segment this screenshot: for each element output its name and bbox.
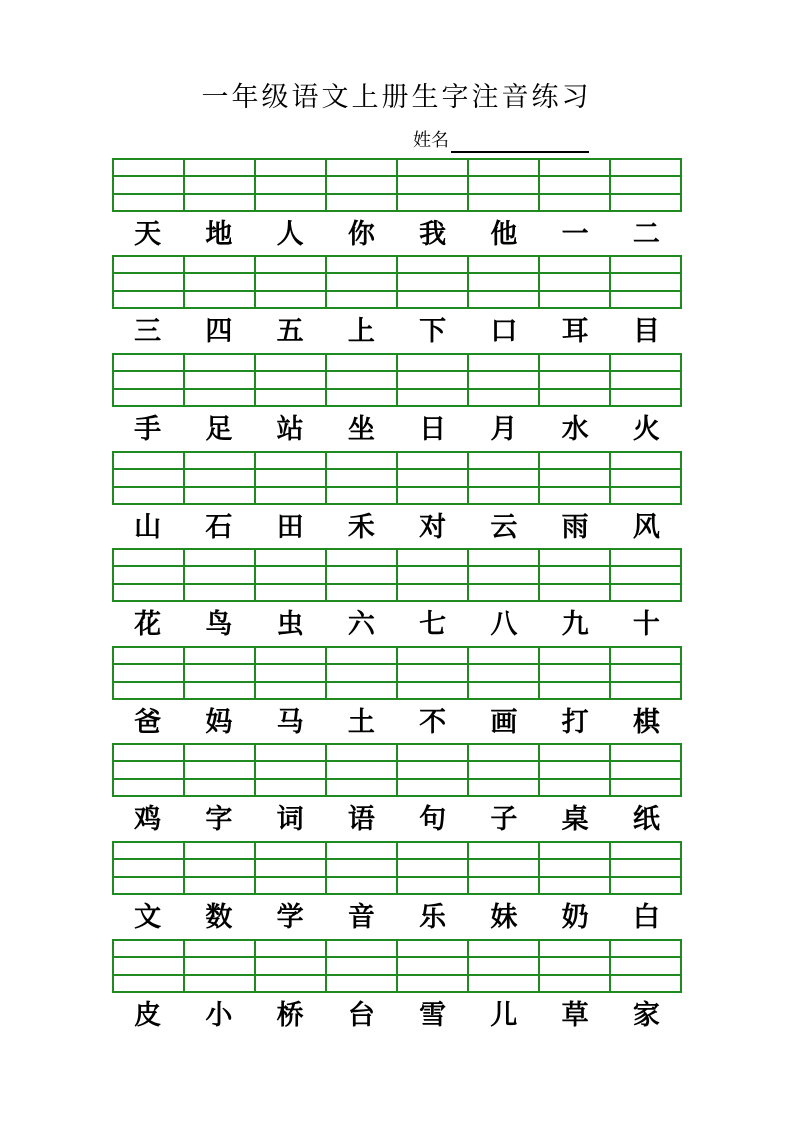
pinyin-cell[interactable]	[469, 160, 540, 210]
pinyin-cell[interactable]	[185, 941, 256, 991]
pinyin-cell[interactable]	[611, 355, 682, 405]
character: 天	[134, 219, 162, 250]
character: 六	[347, 609, 375, 640]
character: 田	[276, 512, 304, 543]
character: 桌	[561, 804, 589, 835]
practice-row	[112, 548, 682, 646]
character: 乐	[419, 902, 447, 933]
pinyin-cell[interactable]	[611, 941, 682, 991]
character-row	[112, 797, 682, 841]
pinyin-writing-grid	[112, 841, 682, 895]
character: 足	[205, 414, 233, 445]
pinyin-writing-grid	[112, 353, 682, 407]
pinyin-cell[interactable]	[114, 843, 185, 893]
character: 地	[205, 219, 233, 250]
character: 台	[347, 1000, 375, 1031]
pinyin-cell[interactable]	[256, 648, 327, 698]
character: 九	[561, 609, 589, 640]
pinyin-cell[interactable]	[327, 941, 398, 991]
character: 爸	[134, 707, 162, 738]
character-row	[112, 407, 682, 451]
pinyin-cell[interactable]	[398, 453, 469, 503]
character: 皮	[134, 1000, 162, 1031]
pinyin-cell[interactable]	[256, 843, 327, 893]
pinyin-cell[interactable]	[540, 355, 611, 405]
pinyin-cell[interactable]	[114, 745, 185, 795]
character: 对	[419, 512, 447, 543]
pinyin-cell[interactable]	[540, 160, 611, 210]
practice-row	[112, 743, 682, 841]
character: 站	[276, 414, 304, 445]
character: 不	[419, 707, 447, 738]
character: 雪	[419, 1000, 447, 1031]
character: 马	[276, 707, 304, 738]
character: 文	[134, 902, 162, 933]
character: 口	[490, 316, 518, 347]
pinyin-cell[interactable]	[327, 453, 398, 503]
character: 子	[490, 804, 518, 835]
pinyin-cell[interactable]	[185, 745, 256, 795]
character: 花	[134, 609, 162, 640]
pinyin-cell[interactable]	[256, 257, 327, 307]
pinyin-cell[interactable]	[114, 648, 185, 698]
pinyin-cell[interactable]	[611, 160, 682, 210]
character: 雨	[561, 512, 589, 543]
name-field	[413, 127, 589, 153]
worksheet-title: 一年级语文上册生字注音练习	[201, 82, 592, 113]
character-row	[112, 700, 682, 744]
pinyin-writing-grid	[112, 255, 682, 309]
pinyin-cell[interactable]	[398, 941, 469, 991]
pinyin-cell[interactable]	[327, 550, 398, 600]
character-row	[112, 993, 682, 1037]
character: 词	[276, 804, 304, 835]
pinyin-cell[interactable]	[611, 745, 682, 795]
character: 妹	[490, 902, 518, 933]
character: 耳	[561, 316, 589, 347]
character-row	[112, 895, 682, 939]
character: 山	[134, 512, 162, 543]
pinyin-cell[interactable]	[327, 843, 398, 893]
character: 云	[490, 512, 518, 543]
pinyin-cell[interactable]	[540, 648, 611, 698]
pinyin-cell[interactable]	[185, 453, 256, 503]
pinyin-cell[interactable]	[611, 843, 682, 893]
pinyin-cell[interactable]	[469, 453, 540, 503]
pinyin-cell[interactable]	[256, 355, 327, 405]
character: 纸	[632, 804, 660, 835]
pinyin-cell[interactable]	[611, 550, 682, 600]
pinyin-writing-grid	[112, 158, 682, 212]
practice-row	[112, 939, 682, 1037]
pinyin-cell[interactable]	[469, 257, 540, 307]
pinyin-cell[interactable]	[398, 648, 469, 698]
character: 学	[276, 902, 304, 933]
pinyin-cell[interactable]	[469, 550, 540, 600]
character: 你	[347, 219, 375, 250]
pinyin-cell[interactable]	[185, 648, 256, 698]
character: 月	[490, 414, 518, 445]
pinyin-writing-grid	[112, 548, 682, 602]
pinyin-cell[interactable]	[185, 257, 256, 307]
character: 鸡	[134, 804, 162, 835]
character-row	[112, 602, 682, 646]
pinyin-writing-grid	[112, 939, 682, 993]
pinyin-writing-grid	[112, 743, 682, 797]
pinyin-cell[interactable]	[114, 355, 185, 405]
character: 目	[632, 316, 660, 347]
pinyin-cell[interactable]	[469, 745, 540, 795]
character: 草	[561, 1000, 589, 1031]
character: 桥	[276, 1000, 304, 1031]
character: 白	[632, 902, 660, 933]
pinyin-cell[interactable]	[114, 941, 185, 991]
character: 语	[347, 804, 375, 835]
character: 手	[134, 414, 162, 445]
pinyin-cell[interactable]	[540, 941, 611, 991]
character: 八	[490, 609, 518, 640]
pinyin-cell[interactable]	[114, 453, 185, 503]
character: 五	[276, 316, 304, 347]
character: 棋	[632, 707, 660, 738]
pinyin-cell[interactable]	[469, 843, 540, 893]
pinyin-cell[interactable]	[540, 257, 611, 307]
character: 奶	[561, 902, 589, 933]
pinyin-cell[interactable]	[611, 453, 682, 503]
pinyin-cell[interactable]	[327, 648, 398, 698]
character: 三	[134, 316, 162, 347]
character-row	[112, 212, 682, 256]
character: 上	[347, 316, 375, 347]
pinyin-cell[interactable]	[256, 550, 327, 600]
character: 下	[419, 316, 447, 347]
pinyin-writing-grid	[112, 646, 682, 700]
character: 家	[632, 1000, 660, 1031]
character: 日	[419, 414, 447, 445]
character: 妈	[205, 707, 233, 738]
character: 一	[561, 219, 589, 250]
pinyin-cell[interactable]	[114, 550, 185, 600]
character: 他	[490, 219, 518, 250]
character: 禾	[347, 512, 375, 543]
practice-row	[112, 841, 682, 939]
character: 字	[205, 804, 233, 835]
character: 风	[632, 512, 660, 543]
pinyin-cell[interactable]	[327, 745, 398, 795]
pinyin-cell[interactable]	[469, 648, 540, 698]
pinyin-cell[interactable]	[611, 648, 682, 698]
character: 水	[561, 414, 589, 445]
pinyin-cell[interactable]	[469, 355, 540, 405]
pinyin-cell[interactable]	[540, 843, 611, 893]
character-row	[112, 309, 682, 353]
pinyin-cell[interactable]	[398, 257, 469, 307]
character: 石	[205, 512, 233, 543]
pinyin-cell[interactable]	[256, 453, 327, 503]
pinyin-writing-grid	[112, 451, 682, 505]
pinyin-cell[interactable]	[398, 745, 469, 795]
practice-row	[112, 646, 682, 744]
pinyin-cell[interactable]	[185, 843, 256, 893]
character: 画	[490, 707, 518, 738]
character: 儿	[490, 1000, 518, 1031]
pinyin-cell[interactable]	[327, 355, 398, 405]
character: 四	[205, 316, 233, 347]
name-blank-line	[451, 130, 589, 153]
pinyin-cell[interactable]	[611, 257, 682, 307]
character: 打	[561, 707, 589, 738]
character: 坐	[347, 414, 375, 445]
practice-row	[112, 255, 682, 353]
practice-row	[112, 158, 682, 256]
pinyin-cell[interactable]	[327, 257, 398, 307]
character: 小	[205, 1000, 233, 1031]
name-label: 姓名	[413, 130, 449, 151]
character-row	[112, 505, 682, 549]
pinyin-cell[interactable]	[256, 745, 327, 795]
pinyin-cell[interactable]	[256, 160, 327, 210]
character: 七	[419, 609, 447, 640]
pinyin-cell[interactable]	[256, 941, 327, 991]
pinyin-cell[interactable]	[398, 843, 469, 893]
pinyin-cell[interactable]	[327, 160, 398, 210]
pinyin-cell[interactable]	[185, 355, 256, 405]
character: 火	[632, 414, 660, 445]
pinyin-cell[interactable]	[540, 550, 611, 600]
pinyin-cell[interactable]	[398, 355, 469, 405]
character: 数	[205, 902, 233, 933]
character: 鸟	[205, 609, 233, 640]
pinyin-cell[interactable]	[469, 941, 540, 991]
character: 虫	[276, 609, 304, 640]
character: 十	[632, 609, 660, 640]
pinyin-cell[interactable]	[185, 160, 256, 210]
practice-row	[112, 353, 682, 451]
pinyin-cell[interactable]	[540, 453, 611, 503]
character: 土	[347, 707, 375, 738]
pinyin-cell[interactable]	[398, 160, 469, 210]
character: 我	[419, 219, 447, 250]
character: 人	[276, 219, 304, 250]
pinyin-cell[interactable]	[114, 257, 185, 307]
pinyin-cell[interactable]	[398, 550, 469, 600]
character: 二	[632, 219, 660, 250]
character: 音	[347, 902, 375, 933]
pinyin-cell[interactable]	[114, 160, 185, 210]
pinyin-cell[interactable]	[540, 745, 611, 795]
character: 句	[419, 804, 447, 835]
practice-row	[112, 451, 682, 549]
pinyin-cell[interactable]	[185, 550, 256, 600]
